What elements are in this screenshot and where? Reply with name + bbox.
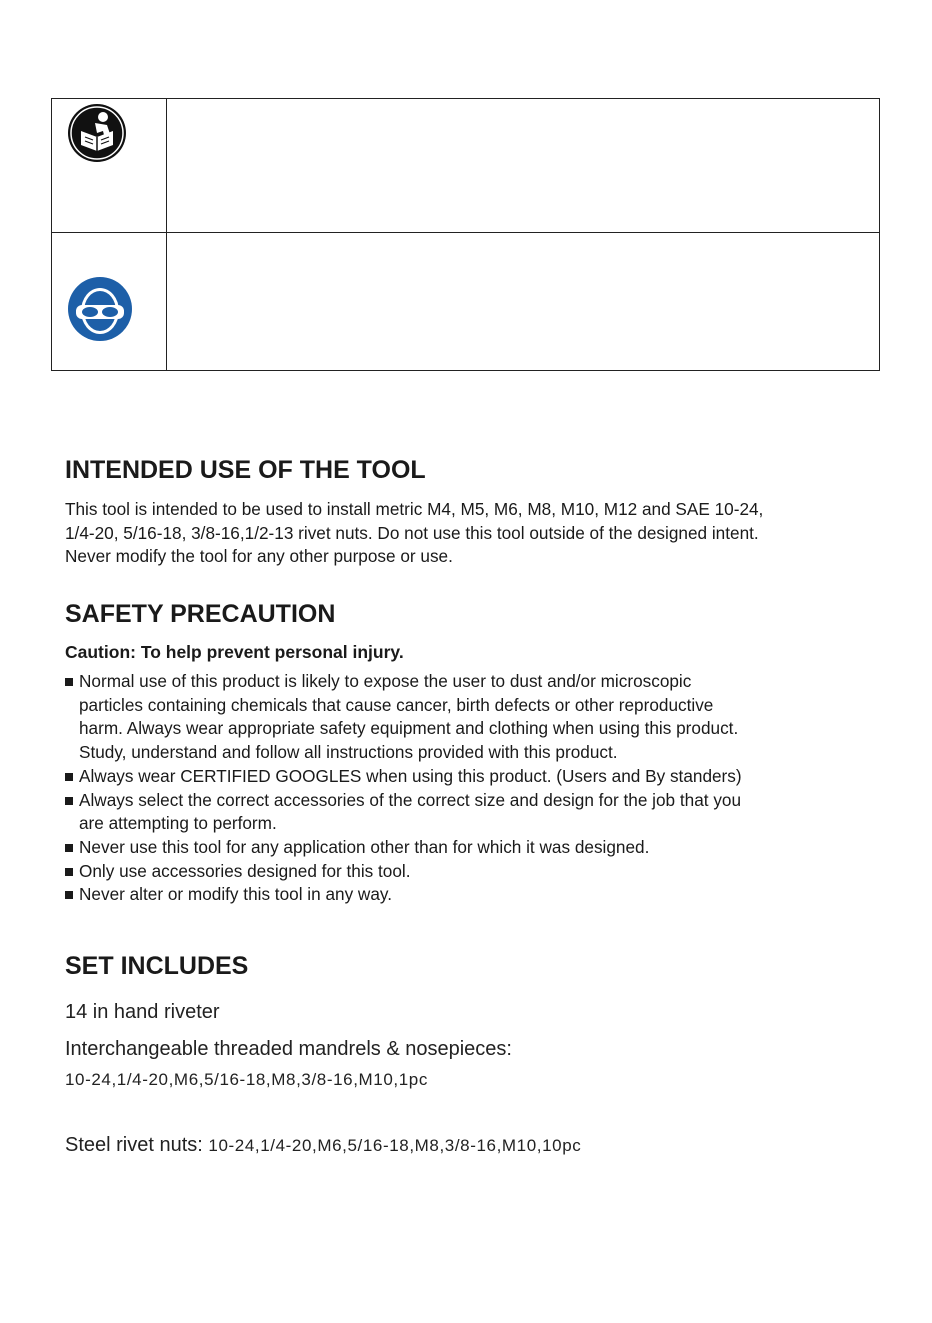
- list-item-line: Always wear CERTIFIED GOOGLES when using this product. (Users and By standers): [79, 765, 742, 786]
- list-item-line: Never use this tool for any application other than for which it was designed.: [79, 836, 650, 857]
- list-item-line: Never alter or modify this tool in any way.: [79, 884, 392, 905]
- list-item-line: Only use accessories designed for this tool.: [79, 860, 411, 881]
- symbol-divider: [166, 232, 167, 370]
- list-item-line: harm. Always wear appropriate safety equipment and clothing when using this product.: [79, 718, 739, 739]
- safety-title: SAFETY PRECAUTION: [65, 600, 336, 628]
- set-item-mandrels-label: Interchangeable threaded mandrels & nosepieces:: [65, 1038, 512, 1060]
- list-item-line: particles containing chemicals that cause cancer, birth defects or other reproductive: [79, 694, 714, 715]
- list-item: [65, 860, 865, 884]
- list-item-line: Study, understand and follow all instructions provided with this product.: [79, 742, 618, 763]
- intended-use-paragraph: [65, 498, 885, 569]
- set-item-rivet-nuts: [65, 1134, 581, 1157]
- list-item-line: Always select the correct accessories of the correct size and design for the job that you: [79, 789, 742, 810]
- symbol-row-wear-goggles: [52, 232, 879, 370]
- set-includes-title: SET INCLUDES: [65, 952, 249, 980]
- set-item-riveter: 14 in hand riveter: [65, 1001, 220, 1023]
- bullet-square-icon: [65, 891, 73, 899]
- bullet-square-icon: [65, 773, 73, 781]
- list-item-line: Normal use of this product is likely to expose the user to dust and/or microscopic: [79, 671, 692, 691]
- bullet-square-icon: [65, 678, 73, 686]
- bullet-square-icon: [65, 797, 73, 805]
- symbol-row-read-manual: [52, 99, 879, 233]
- intended-use-line: Never modify the tool for any other purpose or use.: [65, 546, 453, 567]
- rivet-nuts-values: 10-24,1/4-20,M6,5/16-18,M8,3/8-16,M10,10pc: [208, 1136, 582, 1155]
- intended-use-title: INTENDED USE OF THE TOOL: [65, 456, 426, 484]
- list-item-line: are attempting to perform.: [79, 813, 277, 834]
- list-item: [65, 789, 865, 836]
- intended-use-line: 1/4-20, 5/16-18, 3/8-16,1/2-13 rivet nuts. Do not use this tool outside of the designed intent.: [65, 522, 759, 543]
- set-item-mandrels-values: 10-24,1/4-20,M6,5/16-18,M8,3/8-16,M10,1pc: [65, 1070, 428, 1089]
- read-manual-icon: [67, 103, 127, 163]
- intended-use-line: This tool is intended to be used to install metric M4, M5, M6, M8, M10, M12 and SAE 10-24,: [65, 499, 764, 519]
- symbol-divider: [166, 99, 167, 232]
- bullet-square-icon: [65, 844, 73, 852]
- list-item: [65, 883, 865, 907]
- bullet-square-icon: [65, 868, 73, 876]
- list-item: [65, 670, 865, 765]
- list-item: [65, 836, 865, 860]
- list-item: [65, 765, 865, 789]
- rivet-nuts-label: Steel rivet nuts:: [65, 1134, 203, 1156]
- caution-text: Caution: To help prevent personal injury.: [65, 642, 404, 662]
- symbol-table: [51, 98, 880, 371]
- safety-list: [65, 670, 865, 907]
- wear-goggles-icon: [68, 277, 132, 341]
